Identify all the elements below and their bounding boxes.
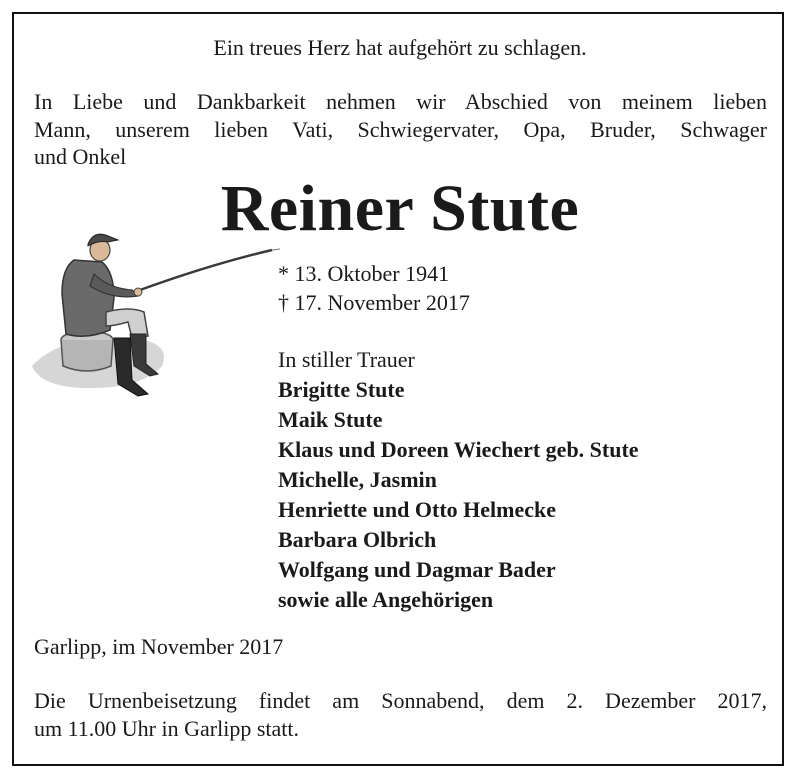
funeral-line-2: um 11.00 Uhr in Garlipp statt. — [34, 716, 299, 741]
deceased-name: Reiner Stute — [220, 172, 580, 245]
intro-line-3: und Onkel — [34, 144, 127, 169]
intro-line-2: Mann, unserem lieben Vati, Schwiegervater, Opa, Bruder, Schwager — [34, 117, 767, 142]
mourner-name: Wolfgang und Dagmar Bader — [278, 557, 556, 582]
intro-line-1: In Liebe und Dankbarkeit nehmen wir Abschied von meinem lieben — [34, 89, 767, 114]
birth-date: * 13. Oktober 1941 — [278, 261, 450, 286]
funeral-line-1: Die Urnenbeisetzung findet am Sonnabend, dem 2. Dezember 2017, — [34, 688, 767, 713]
mourner-name: Henriette und Otto Helmecke — [278, 497, 556, 522]
mourner-name: Barbara Olbrich — [278, 527, 437, 552]
header-line: Ein treues Herz hat aufgehört zu schlagen. — [213, 35, 587, 60]
mourner-name: Klaus und Doreen Wiechert geb. Stute — [278, 437, 639, 462]
place-date: Garlipp, im November 2017 — [34, 634, 284, 659]
mourners-list — [278, 345, 639, 615]
mourners-heading: In stiller Trauer — [278, 347, 415, 372]
mourner-name: Michelle, Jasmin — [278, 467, 437, 492]
death-date: † 17. November 2017 — [278, 290, 470, 315]
mourner-name: sowie alle Angehörigen — [278, 587, 494, 612]
fisherman-icon — [22, 216, 284, 412]
mourner-name: Brigitte Stute — [278, 377, 405, 402]
mourner-name: Maik Stute — [278, 407, 383, 432]
